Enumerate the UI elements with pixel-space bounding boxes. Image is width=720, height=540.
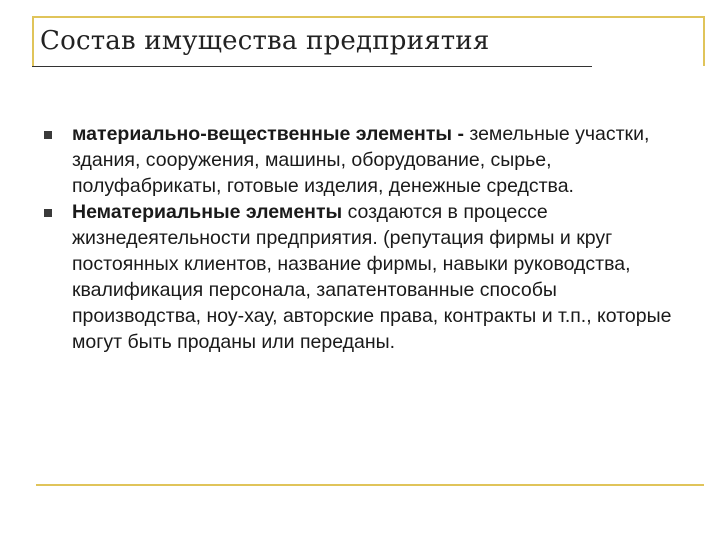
bullet-list <box>40 121 690 355</box>
square-bullet-icon <box>44 209 52 217</box>
list-item-text: создаются в процессе жизнедеятельности предприятия. (репутация фирмы и круг постоянных клиентов, название фирмы, навыки руководства, квалификация персонала, запатентованные способы производства, ноу-хау, авторские права, контракты и т.п., которые могут быть проданы или переданы. <box>72 201 672 353</box>
frame-right-line <box>703 16 705 66</box>
list-item <box>40 121 690 199</box>
list-item-lead: материально-вещественные элементы - <box>72 123 470 145</box>
frame-left-line <box>32 16 34 66</box>
frame-top-line <box>32 16 704 18</box>
title-underline <box>32 66 592 67</box>
list-item <box>40 199 690 355</box>
list-item-text: земельные участки, здания, сооружения, машины, оборудование, сырье, полуфабрикаты, готовые изделия, денежные средства. <box>72 123 650 197</box>
square-bullet-icon <box>44 131 52 139</box>
slide-title: Состав имущества предприятия <box>40 26 490 56</box>
frame-bottom-line <box>36 484 704 486</box>
list-item-lead: Нематериальные элементы <box>72 201 343 223</box>
